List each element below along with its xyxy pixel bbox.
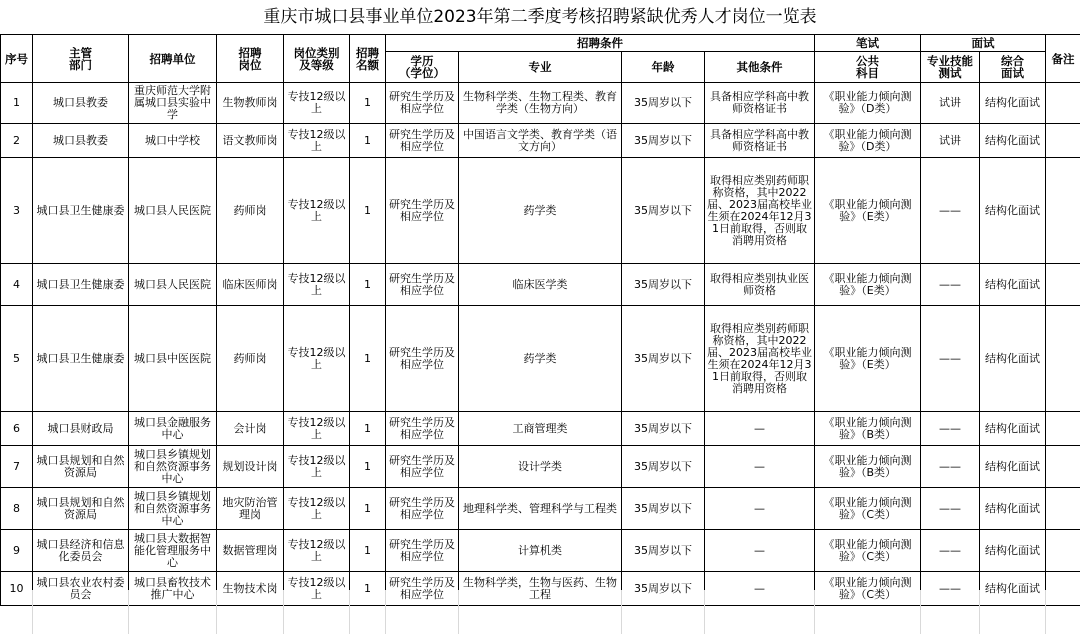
cell-public: 《职业能力倾向测验》（E类） <box>815 158 921 264</box>
positions-table <box>0 34 1080 606</box>
cell-comprehensive: 结构化面试 <box>980 530 1046 572</box>
cell-unit: 城口县中医医院 <box>129 306 217 412</box>
header-skill: 专业技能 测试 <box>921 52 980 83</box>
cell-other: 取得相应类别执业医师资格 <box>705 264 815 306</box>
cell-level: 专技12级以上 <box>284 158 350 264</box>
header-unit: 招聘单位 <box>129 35 217 83</box>
cell-skill: —— <box>921 158 980 264</box>
cell-other: 具备相应学科高中教师资格证书 <box>705 124 815 158</box>
page-title: 重庆市城口县事业单位2023年第二季度考核招聘紧缺优秀人才岗位一览表 <box>263 7 817 27</box>
cell-count: 1 <box>350 264 386 306</box>
cell-public: 《职业能力倾向测验》（B类） <box>815 412 921 446</box>
table-row <box>1 124 1080 158</box>
cell-unit: 城口县人民医院 <box>129 264 217 306</box>
cell-level: 专技12级以上 <box>284 572 350 606</box>
cell-remark <box>1046 158 1080 264</box>
cell-remark <box>1046 446 1080 488</box>
cell-level: 专技12级以上 <box>284 124 350 158</box>
cell-dept: 城口县卫生健康委 <box>33 264 129 306</box>
cell-dept: 城口县教委 <box>33 83 129 124</box>
cell-post: 药师岗 <box>217 158 284 264</box>
cell-post: 会计岗 <box>217 412 284 446</box>
cell-comprehensive: 结构化面试 <box>980 264 1046 306</box>
cell-count: 1 <box>350 530 386 572</box>
cell-count: 1 <box>350 83 386 124</box>
cell-major: 设计学类 <box>459 446 622 488</box>
cell-remark <box>1046 488 1080 530</box>
cell-major: 工商管理类 <box>459 412 622 446</box>
table-row <box>1 264 1080 306</box>
cell-count: 1 <box>350 446 386 488</box>
table-row <box>1 488 1080 530</box>
cell-public: 《职业能力倾向测验》（D类） <box>815 124 921 158</box>
cell-post: 语文教师岗 <box>217 124 284 158</box>
header-dept: 主管 部门 <box>33 35 129 83</box>
cell-count: 1 <box>350 572 386 606</box>
cell-other: 取得相应类别药师职称资格，其中2022届、2023届高校毕业生须在2024年12月31日前取得，否则取消聘用资格 <box>705 306 815 412</box>
cell-age: 35周岁以下 <box>622 412 705 446</box>
cell-dept: 城口县规划和自然资源局 <box>33 446 129 488</box>
cell-public: 《职业能力倾向测验》（E类） <box>815 264 921 306</box>
header-count: 招聘 名额 <box>350 35 386 83</box>
header-major: 专业 <box>459 52 622 83</box>
cell-seq: 10 <box>1 572 33 606</box>
cell-age: 35周岁以下 <box>622 572 705 606</box>
cell-other: — <box>705 446 815 488</box>
cell-major: 中国语言文学类、教育学类（语文方向） <box>459 124 622 158</box>
cell-skill: —— <box>921 306 980 412</box>
cell-level: 专技12级以上 <box>284 412 350 446</box>
cell-skill: —— <box>921 530 980 572</box>
cell-age: 35周岁以下 <box>622 530 705 572</box>
cell-public: 《职业能力倾向测验》（E类） <box>815 306 921 412</box>
cell-dept: 城口县教委 <box>33 124 129 158</box>
cell-post: 生物技术岗 <box>217 572 284 606</box>
empty-sheet-area <box>0 590 1080 634</box>
cell-major: 计算机类 <box>459 530 622 572</box>
header-level: 岗位类别 及等级 <box>284 35 350 83</box>
header-remark: 备注 <box>1046 35 1080 83</box>
cell-level: 专技12级以上 <box>284 306 350 412</box>
cell-age: 35周岁以下 <box>622 488 705 530</box>
cell-edu: 研究生学历及相应学位 <box>386 124 459 158</box>
cell-seq: 3 <box>1 158 33 264</box>
cell-edu: 研究生学历及相应学位 <box>386 446 459 488</box>
cell-other: 取得相应类别药师职称资格，其中2022届、2023届高校毕业生须在2024年12月31日前取得，否则取消聘用资格 <box>705 158 815 264</box>
cell-post: 地灾防治管理岗 <box>217 488 284 530</box>
cell-seq: 6 <box>1 412 33 446</box>
cell-major: 药学类 <box>459 306 622 412</box>
cell-level: 专技12级以上 <box>284 530 350 572</box>
table-row <box>1 446 1080 488</box>
cell-seq: 8 <box>1 488 33 530</box>
cell-other: — <box>705 572 815 606</box>
header-interview: 面试 <box>921 35 1046 52</box>
cell-public: 《职业能力倾向测验》（C类） <box>815 572 921 606</box>
cell-edu: 研究生学历及相应学位 <box>386 572 459 606</box>
cell-remark <box>1046 530 1080 572</box>
table-row <box>1 530 1080 572</box>
cell-major: 生物科学类，生物与医药、生物工程 <box>459 572 622 606</box>
cell-dept: 城口县农业农村委员会 <box>33 572 129 606</box>
cell-unit: 城口县人民医院 <box>129 158 217 264</box>
cell-dept: 城口县卫生健康委 <box>33 306 129 412</box>
cell-comprehensive: 结构化面试 <box>980 83 1046 124</box>
table-row <box>1 83 1080 124</box>
header-conditions: 招聘条件 <box>386 35 815 52</box>
cell-count: 1 <box>350 158 386 264</box>
cell-count: 1 <box>350 124 386 158</box>
cell-post: 药师岗 <box>217 306 284 412</box>
cell-post: 规划设计岗 <box>217 446 284 488</box>
cell-unit: 城口县金融服务中心 <box>129 412 217 446</box>
cell-remark <box>1046 306 1080 412</box>
cell-public: 《职业能力倾向测验》（C类） <box>815 488 921 530</box>
cell-remark <box>1046 264 1080 306</box>
cell-major: 地理科学类、管理科学与工程类 <box>459 488 622 530</box>
cell-edu: 研究生学历及相应学位 <box>386 158 459 264</box>
cell-skill: —— <box>921 488 980 530</box>
cell-skill: —— <box>921 446 980 488</box>
cell-seq: 4 <box>1 264 33 306</box>
table-row <box>1 306 1080 412</box>
cell-dept: 城口县财政局 <box>33 412 129 446</box>
cell-edu: 研究生学历及相应学位 <box>386 488 459 530</box>
cell-age: 35周岁以下 <box>622 264 705 306</box>
cell-dept: 城口县规划和自然资源局 <box>33 488 129 530</box>
header-public: 公共 科目 <box>815 52 921 83</box>
cell-seq: 5 <box>1 306 33 412</box>
cell-edu: 研究生学历及相应学位 <box>386 264 459 306</box>
cell-comprehensive: 结构化面试 <box>980 306 1046 412</box>
cell-public: 《职业能力倾向测验》（B类） <box>815 446 921 488</box>
cell-other: — <box>705 488 815 530</box>
table-row <box>1 412 1080 446</box>
cell-public: 《职业能力倾向测验》（D类） <box>815 83 921 124</box>
cell-comprehensive: 结构化面试 <box>980 488 1046 530</box>
cell-edu: 研究生学历及相应学位 <box>386 83 459 124</box>
cell-age: 35周岁以下 <box>622 83 705 124</box>
cell-skill: 试讲 <box>921 83 980 124</box>
header-comprehensive: 综合 面试 <box>980 52 1046 83</box>
cell-seq: 1 <box>1 83 33 124</box>
cell-skill: —— <box>921 264 980 306</box>
cell-other: — <box>705 412 815 446</box>
cell-level: 专技12级以上 <box>284 83 350 124</box>
cell-public: 《职业能力倾向测验》（C类） <box>815 530 921 572</box>
cell-major: 生物科学类、生物工程类、教育学类（生物方向） <box>459 83 622 124</box>
cell-age: 35周岁以下 <box>622 446 705 488</box>
header-age: 年龄 <box>622 52 705 83</box>
cell-unit: 城口县大数据智能化管理服务中心 <box>129 530 217 572</box>
cell-skill: —— <box>921 572 980 606</box>
cell-level: 专技12级以上 <box>284 488 350 530</box>
cell-unit: 城口县乡镇规划和自然资源事务中心 <box>129 488 217 530</box>
cell-post: 临床医师岗 <box>217 264 284 306</box>
cell-comprehensive: 结构化面试 <box>980 572 1046 606</box>
cell-remark <box>1046 124 1080 158</box>
header-written: 笔试 <box>815 35 921 52</box>
header-other: 其他条件 <box>705 52 815 83</box>
cell-remark <box>1046 83 1080 124</box>
cell-count: 1 <box>350 488 386 530</box>
header-post: 招聘 岗位 <box>217 35 284 83</box>
cell-dept: 城口县卫生健康委 <box>33 158 129 264</box>
cell-edu: 研究生学历及相应学位 <box>386 306 459 412</box>
cell-level: 专技12级以上 <box>284 446 350 488</box>
cell-post: 生物教师岗 <box>217 83 284 124</box>
cell-comprehensive: 结构化面试 <box>980 412 1046 446</box>
cell-level: 专技12级以上 <box>284 264 350 306</box>
cell-unit: 城口县畜牧技术推广中心 <box>129 572 217 606</box>
cell-dept: 城口县经济和信息化委员会 <box>33 530 129 572</box>
cell-seq: 9 <box>1 530 33 572</box>
cell-comprehensive: 结构化面试 <box>980 124 1046 158</box>
cell-edu: 研究生学历及相应学位 <box>386 412 459 446</box>
cell-unit: 城口中学校 <box>129 124 217 158</box>
cell-unit: 重庆师范大学附属城口县实验中学 <box>129 83 217 124</box>
cell-skill: 试讲 <box>921 124 980 158</box>
cell-age: 35周岁以下 <box>622 158 705 264</box>
cell-other: — <box>705 530 815 572</box>
table-row <box>1 158 1080 264</box>
cell-age: 35周岁以下 <box>622 306 705 412</box>
cell-comprehensive: 结构化面试 <box>980 158 1046 264</box>
cell-skill: —— <box>921 412 980 446</box>
cell-seq: 7 <box>1 446 33 488</box>
header-edu: 学历 （学位） <box>386 52 459 83</box>
cell-remark <box>1046 412 1080 446</box>
cell-other: 具备相应学科高中教师资格证书 <box>705 83 815 124</box>
cell-comprehensive: 结构化面试 <box>980 446 1046 488</box>
cell-seq: 2 <box>1 124 33 158</box>
cell-major: 药学类 <box>459 158 622 264</box>
header-seq: 序号 <box>1 35 33 83</box>
cell-major: 临床医学类 <box>459 264 622 306</box>
cell-count: 1 <box>350 412 386 446</box>
cell-age: 35周岁以下 <box>622 124 705 158</box>
cell-count: 1 <box>350 306 386 412</box>
cell-unit: 城口县乡镇规划和自然资源事务中心 <box>129 446 217 488</box>
cell-edu: 研究生学历及相应学位 <box>386 530 459 572</box>
cell-post: 数据管理岗 <box>217 530 284 572</box>
